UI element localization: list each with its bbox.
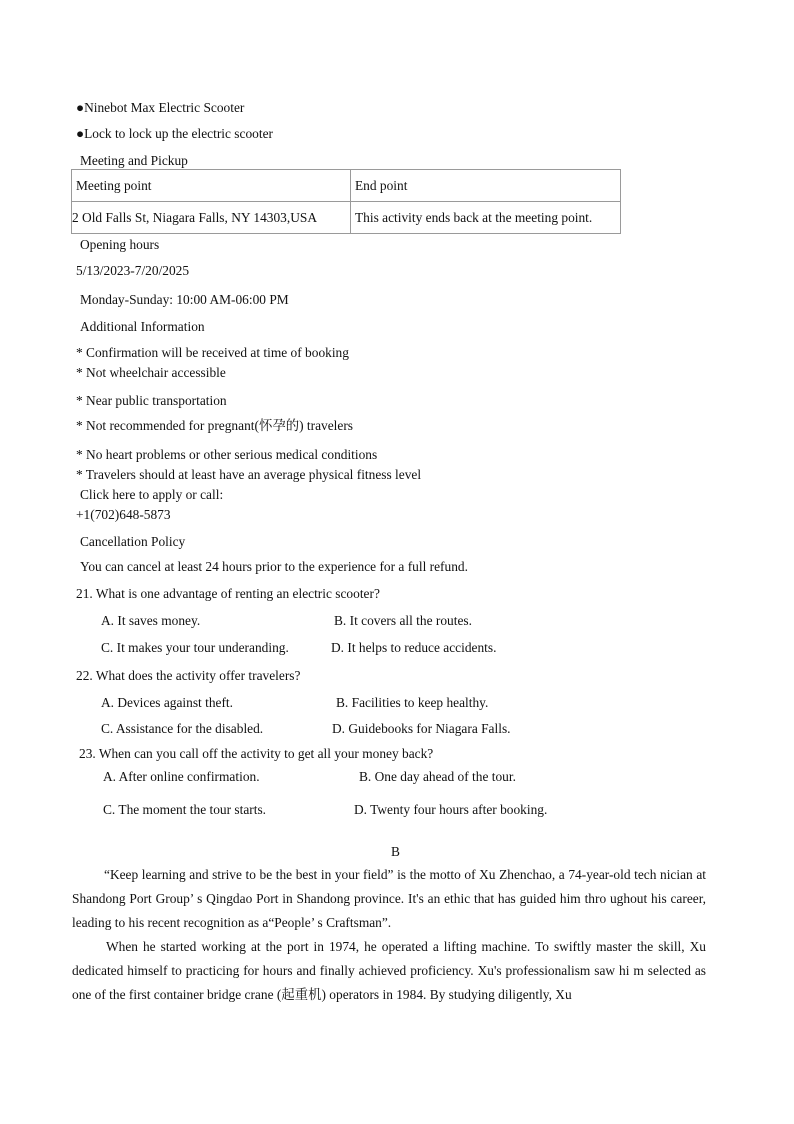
answer-option: C. It makes your tour underanding. (101, 640, 289, 655)
question-stem: 21. What is one advantage of renting an electric scooter? (76, 586, 380, 601)
cancellation-text: You can cancel at least 24 hours prior to the experience for a full refund. (80, 559, 468, 574)
table-header-cell: End point (351, 170, 621, 202)
meeting-table (71, 169, 621, 234)
hours-heading: Opening hours (80, 237, 160, 252)
section-label: B (391, 844, 400, 859)
answer-option: D. It helps to reduce accidents. (331, 640, 497, 655)
table-cell: This activity ends back at the meeting point. (351, 202, 621, 234)
paragraph: When he started working at the port in 1974, he operated a lifting machine. To swiftly master the skill, Xu dedicated himself to practicing for hours and finally achieved proficiency. Xu's professionalism saw hi m selected as one of the first container bridge crane (起重机) operators in 1984. By studying diligently, Xu (72, 939, 706, 1002)
passage-b (72, 863, 706, 1007)
equipment-item: ●Lock to lock up the electric scooter (76, 126, 273, 141)
additional-item: * Not wheelchair accessible (76, 365, 226, 380)
phone-number: +1(702)648-5873 (76, 507, 171, 522)
cancellation-heading: Cancellation Policy (80, 534, 186, 549)
answer-option: C. The moment the tour starts. (103, 802, 267, 817)
additional-item: * Travelers should at least have an average physical fitness level (76, 467, 422, 482)
question-stem: 23. When can you call off the activity to get all your money back? (79, 746, 434, 761)
answer-option: B. It covers all the routes. (334, 613, 472, 628)
answer-option: A. After online confirmation. (103, 769, 260, 784)
table-header-row (72, 170, 621, 202)
table-cell: 2 Old Falls St, Niagara Falls, NY 14303,USA (72, 202, 351, 234)
table-row (72, 202, 621, 234)
additional-item: * Confirmation will be received at time of booking (76, 345, 349, 360)
meeting-heading: Meeting and Pickup (80, 153, 188, 168)
question-stem: 22. What does the activity offer travelers? (76, 668, 301, 683)
answer-option: A. Devices against theft. (101, 695, 234, 710)
equipment-item: ●Ninebot Max Electric Scooter (76, 100, 245, 115)
answer-option: B. Facilities to keep healthy. (336, 695, 489, 710)
hours-dates: 5/13/2023-7/20/2025 (76, 263, 190, 278)
apply-link[interactable]: Click here to apply or call: (80, 487, 224, 502)
paragraph: “Keep learning and strive to be the best in your field” is the motto of Xu Zhenchao, a 74-year-old tech nician at Shandong Port Group’ s Qingdao Port in Shandong province. It's an ethic that has guided him thro ughout his career, leading to his recent recognition as a“People’ s Craftsman”. (72, 867, 706, 930)
answer-option: D. Guidebooks for Niagara Falls. (332, 721, 511, 736)
table-header-cell: Meeting point (72, 170, 351, 202)
additional-item: * Near public transportation (76, 393, 227, 408)
answer-option: A. It saves money. (101, 613, 201, 628)
answer-option: B. One day ahead of the tour. (359, 769, 516, 784)
hours-times: Monday-Sunday: 10:00 AM-06:00 PM (80, 292, 289, 307)
additional-heading: Additional Information (80, 319, 205, 334)
additional-item: * Not recommended for pregnant(怀孕的) travelers (76, 418, 354, 433)
answer-option: D. Twenty four hours after booking. (354, 802, 548, 817)
additional-item: * No heart problems or other serious medical conditions (76, 447, 378, 462)
answer-option: C. Assistance for the disabled. (101, 721, 264, 736)
